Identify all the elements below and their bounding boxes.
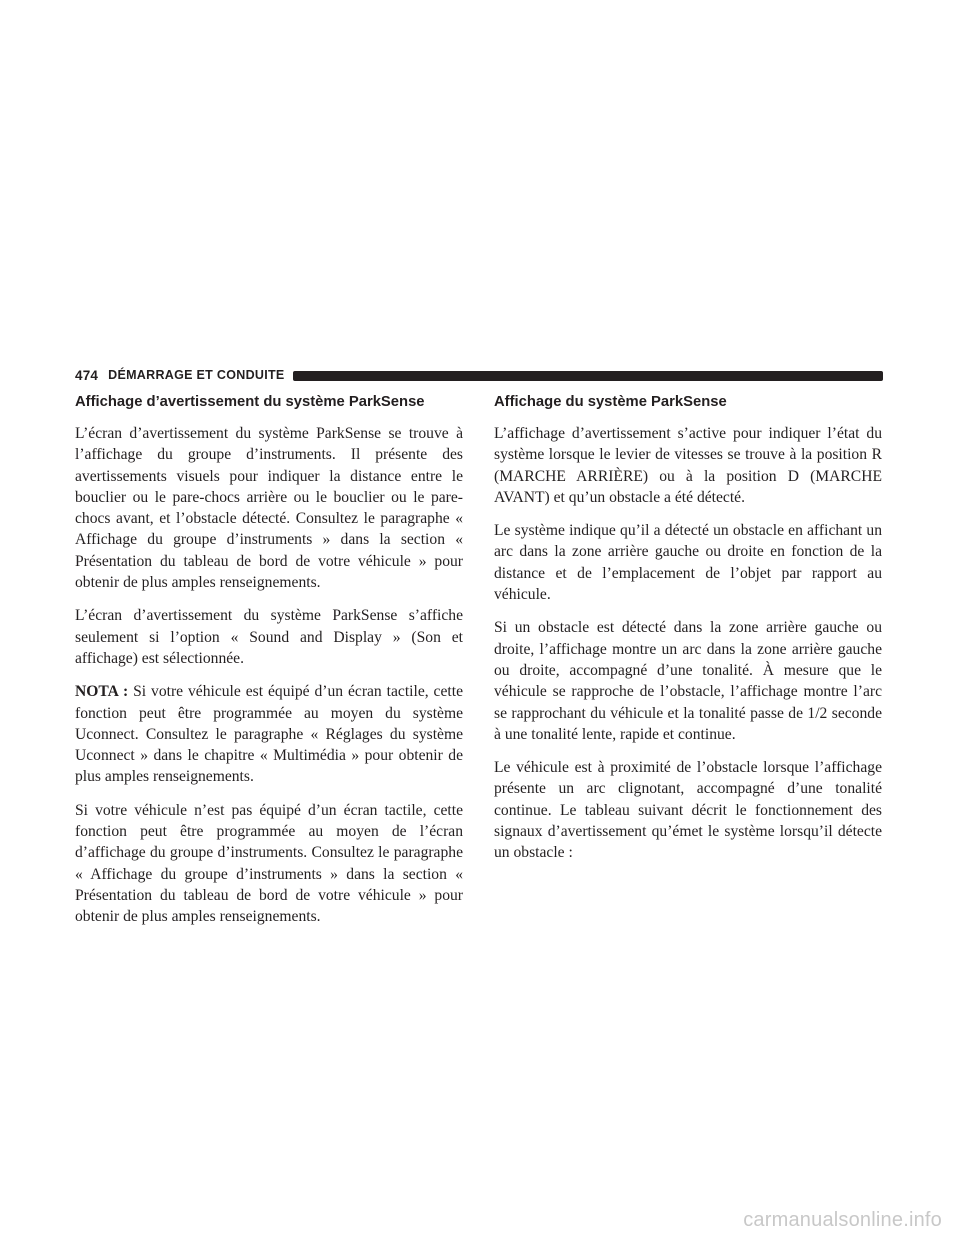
note-label: NOTA :: [75, 683, 129, 701]
right-paragraph-3: Si un obstacle est détecté dans la zone arrière gauche ou droite, l’affichage montre un arc dans la zone arrière gauche ou droite, accompagné d’une tonalité. À mesure que le véhicule se rapproche de l’obstacle, l’affichage montre l’arc se rapprochant du véhicule et la tonalité passe de 1/2 seconde à une tonalité lente, rapide et continue.: [494, 619, 882, 743]
section-title: DÉMARRAGE ET CONDUITE: [108, 368, 285, 382]
header-rule: [293, 371, 883, 381]
right-heading: Affichage du système ParkSense: [494, 394, 727, 410]
left-heading: Affichage d’avertissement du système ParkSense: [75, 394, 425, 410]
watermark: carmanualsonline.info: [743, 1209, 942, 1231]
left-paragraph-3: Si votre véhicule n’est pas équipé d’un écran tactile, cette fonction peut être programmée au moyen de l’écran d’affichage du groupe d’instruments. Consultez le paragraphe « Affichage du groupe d’instruments » dans la section « Présentation du tableau de bord de votre véhicule » pour obtenir de plus amples renseignements.: [75, 801, 463, 926]
left-paragraph-2: L’écran d’avertissement du système ParkSense s’affiche seulement si l’option « Sound and Display » (Son et affichage) est sélectionnée.: [75, 607, 463, 667]
right-paragraph-1: L’affichage d’avertissement s’active pour indiquer l’état du système lorsque le levier de vitesses se trouve à la position R (MARCHE ARRIÈRE) ou à la position D (MARCHE AVANT) et qu’un obstacle a été détecté.: [494, 425, 882, 506]
page-number: 474: [75, 367, 99, 383]
right-paragraph-2: Le système indique qu’il a détecté un obstacle en affichant un arc dans la zone arrière gauche ou droite en fonction de la distance et de l’emplacement de l’objet par rapport au véhicule.: [494, 522, 882, 604]
page-header: [75, 366, 883, 384]
right-column: [494, 393, 882, 876]
left-paragraph-1: L’écran d’avertissement du système ParkSense se trouve à l’affichage du groupe d’instruments. Il présente des avertissements visuels pour indiquer la distance entre le bouclier ou le pare-chocs arrière ou le bouclier ou le pare-chocs avant, et l’obstacle détecté. Consultez le paragraphe « Affichage du groupe d’instruments » dans la section « Présentation du tableau de bord de votre véhicule » pour obtenir de plus amples renseignements.: [75, 425, 463, 592]
left-column: [75, 393, 463, 940]
right-paragraph-4: Le véhicule est à proximité de l’obstacle lorsque l’affichage présente un arc clignotant, accompagné d’une tonalité continue. Le tableau suivant décrit le fonctionnement des signaux d’avertissement qu’émet le système lorsqu’il détecte un obstacle :: [494, 759, 882, 862]
note-paragraph: [75, 681, 463, 787]
note-text: Si votre véhicule est équipé d’un écran tactile, cette fonction peut être programmée au moyen du système Uconnect. Consultez le paragraphe « Réglages du système Uconnect » dans le chapitre « Multimédia » pour obtenir de plus amples renseignements.: [75, 683, 463, 786]
